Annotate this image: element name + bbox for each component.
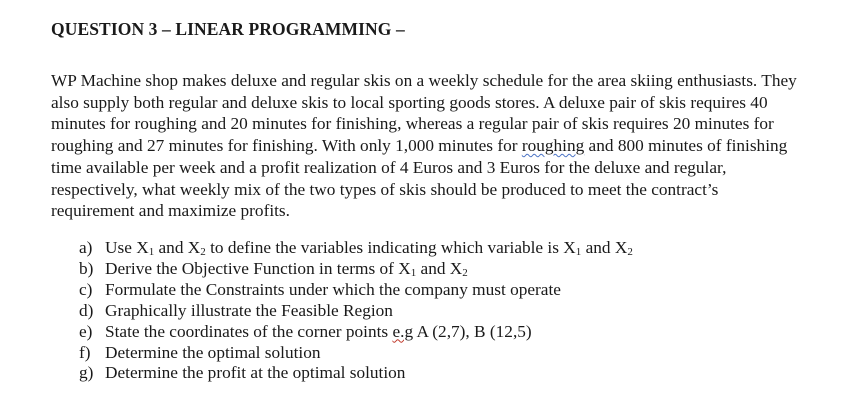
question-list <box>79 238 633 384</box>
subscript: 1 <box>410 266 417 279</box>
text-run: and X <box>416 258 463 278</box>
list-marker: f) <box>79 342 91 362</box>
text-run: Use X <box>105 238 149 257</box>
list-item-text <box>105 322 532 343</box>
spellcheck-flagged-word: roughing <box>521 136 585 156</box>
list-item <box>79 322 633 343</box>
text-run: A (2,7), B (12,5) <box>413 321 532 341</box>
list-item-text: Determine the optimal solution <box>105 342 321 362</box>
paragraph-line: WP Machine shop makes deluxe and regular skis on a weekly schedule for the area skiing enthusiasts. They <box>51 71 797 90</box>
subscript: 1 <box>575 246 582 258</box>
list-item <box>79 343 633 364</box>
list-item-text <box>105 238 633 259</box>
list-item <box>79 238 633 259</box>
paragraph-line: requirement and maximize profits. <box>51 201 290 221</box>
subscript: 2 <box>627 246 633 258</box>
paragraph-line: also supply both regular and deluxe skis to local sporting goods stores. A deluxe pair of skis requires 40 <box>51 92 768 112</box>
list-item <box>79 280 633 301</box>
list-marker: a) <box>79 238 93 257</box>
text-run: Derive the Objective Function in terms of X <box>105 258 411 278</box>
text-run: to define the variables indicating which variable is X <box>205 238 576 257</box>
paragraph-line: minutes for roughing and 20 minutes for finishing, whereas a regular pair of skis requires 20 minutes for <box>51 114 774 134</box>
list-item-text: Formulate the Constraints under which the company must operate <box>105 279 561 299</box>
list-item <box>79 259 633 280</box>
text-run: State the coordinates of the corner points <box>105 321 393 341</box>
text-run: and X <box>154 238 201 257</box>
list-marker: e) <box>79 321 93 341</box>
list-item-text: Graphically illustrate the Feasible Region <box>105 300 393 320</box>
list-marker: b) <box>79 258 94 278</box>
subscript: 2 <box>462 266 468 279</box>
list-item-text: Determine the profit at the optimal solution <box>105 363 406 383</box>
subscript: 1 <box>148 246 155 258</box>
list-marker: g) <box>79 363 94 383</box>
spellcheck-flagged-word: e.g <box>392 321 414 341</box>
subscript: 2 <box>200 246 206 258</box>
paragraph-text: and 800 minutes of finishing <box>584 136 788 156</box>
paragraph-line: time available per week and a profit realization of 4 Euros and 3 Euros for the deluxe and regular, <box>51 157 727 177</box>
list-item <box>79 363 633 384</box>
list-item <box>79 301 633 322</box>
text-run: and X <box>581 238 628 257</box>
paragraph-line <box>51 135 841 157</box>
question-title: QUESTION 3 – LINEAR PROGRAMMING – <box>51 19 405 39</box>
list-marker: c) <box>79 279 93 299</box>
paragraph-line: respectively, what weekly mix of the two types of skis should be produced to meet the contract’s <box>51 179 719 199</box>
problem-paragraph <box>51 70 841 222</box>
paragraph-text: roughing and 27 minutes for finishing. With only 1,000 minutes for <box>51 136 522 156</box>
list-marker: d) <box>79 300 94 320</box>
list-item-text <box>105 259 468 280</box>
